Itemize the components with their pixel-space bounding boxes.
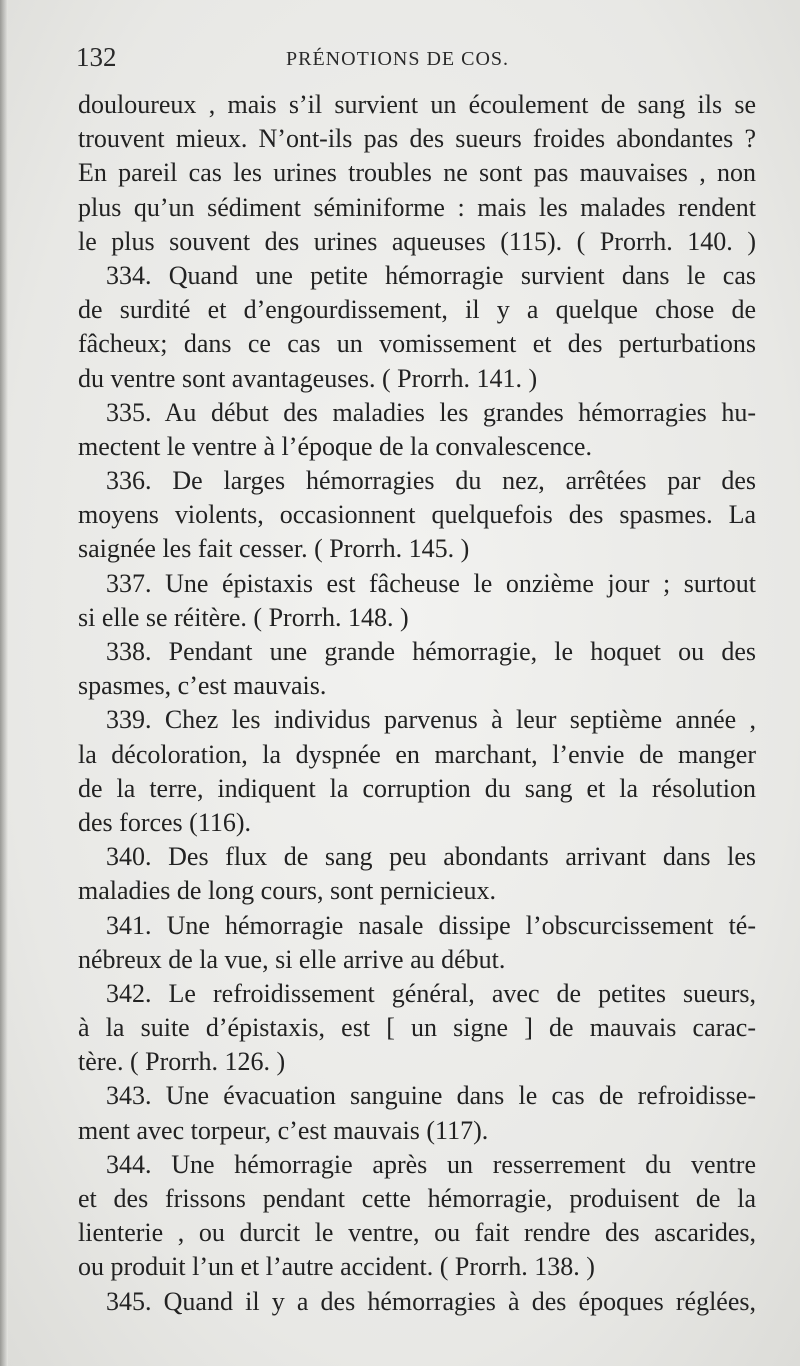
text-line: 341. Une hémorragie nasale dissipe l’obscurcissement té- [106,910,756,940]
text-line: tère. ( Prorrh. 126. ) [78,1047,286,1077]
text-line: 345. Quand il y a des hémorragies à des époques réglées, [106,1286,756,1316]
text-line: 335. Au début des maladies les grandes hémorragies hu- [106,397,756,427]
text-line: En pareil cas les urines troubles ne sont pas mauvaises , non [78,158,756,188]
text-line: mectent le ventre à l’époque de la convalescence. [78,431,592,461]
text-line: 342. Le refroidissement général, avec de petites sueurs, [106,978,756,1008]
text-line: ou produit l’un et l’autre accident. ( Prorrh. 138. ) [78,1252,595,1282]
text-line: spasmes, c’est mauvais. [78,671,327,701]
text-line: 344. Une hémorragie après un resserrement du ventre [106,1149,756,1179]
text-line: moyens violents, occasionnent quelquefois des spasmes. La [78,500,756,530]
text-line: 337. Une épistaxis est fâcheuse le onzième jour ; surtout [106,568,756,598]
text-line: 338. Pendant une grande hémorragie, le hoquet ou des [106,637,756,666]
text-line: saignée les fait cesser. ( Prorrh. 145. ) [78,534,470,564]
text-line: douloureux , mais s’il survient un écoulement de sang ils se [78,90,756,119]
text-line: 343. Une évacuation sanguine dans le cas de refroidisse- [106,1081,756,1111]
text-line: lienterie , ou durcit le ventre, ou fait rendre des ascarides, [78,1218,756,1248]
text-line: ment avec torpeur, c’est mauvais (117). [78,1115,489,1145]
text-line: fâcheux; dans ce cas un vomissement et des perturbations [78,329,756,359]
text-line: des forces (116). [78,807,252,837]
body-text [78,88,756,1319]
text-line: 336. De larges hémorragies du nez, arrêtées par des [106,466,756,496]
text-line: la décoloration, la dyspnée en marchant, l’envie de manger [78,739,756,769]
running-head: PRÉNOTIONS DE COS. [286,48,510,70]
text-line: 334. Quand une petite hémorragie survient dans le cas [106,260,756,290]
text-line: 339. Chez les individus parvenus à leur septième année , [106,705,756,735]
text-line: et des frissons pendant cette hémorragie, produisent de la [78,1184,756,1213]
text-line: 340. Des flux de sang peu abondants arrivant dans les [106,842,756,872]
page-edge-shadow [0,0,8,1366]
text-line: de surdité et d’engourdissement, il y a quelque chose de [78,295,756,325]
page-header [76,42,756,82]
page-number: 132 [76,42,117,72]
text-line: trouvent mieux. N’ont-ils pas des sueurs froides abondantes ? [78,124,756,154]
text-line: maladies de long cours, sont pernicieux. [78,876,497,906]
text-line: nébreux de la vue, si elle arrive au début. [78,944,506,974]
text-line: si elle se réitère. ( Prorrh. 148. ) [78,602,409,632]
text-line: le plus souvent des urines aqueuses (115). ( Prorrh. 140. ) [78,226,756,256]
text-line: de la terre, indiquent la corruption du sang et la résolution [78,773,756,803]
text-line: du ventre sont avantageuses. ( Prorrh. 141. ) [78,363,538,393]
text-line: plus qu’un sédiment séminiforme : mais les malades rendent [78,192,756,222]
text-line: à la suite d’épistaxis, est [ un signe ] de mauvais carac- [78,1013,756,1043]
